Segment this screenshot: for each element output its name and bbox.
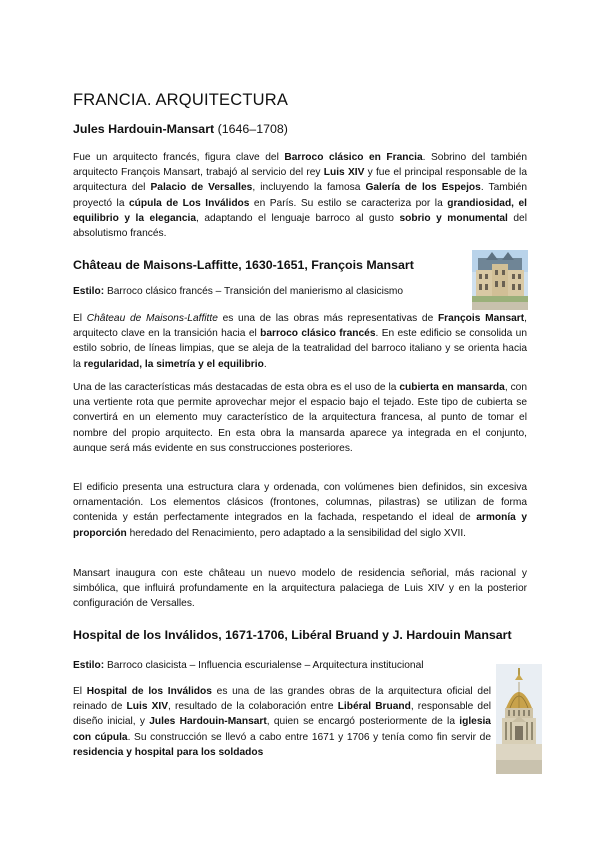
chateau-image-icon bbox=[472, 250, 528, 310]
paragraph-maisons-1: El Château de Maisons-Laffitte es una de las obras más representativas de François Mansart, arquitecto clave en la transición hacia el barroco clásico francés. En este edificio se consolida un estilo sobrio, de líneas limpias, que se aleja de la teatralidad del barroco italiano y se orienta hacia la regularidad, la simetría y el equilibrio. bbox=[73, 313, 527, 370]
section-heading-maisons-laffitte: Château de Maisons-Laffitte, 1630-1651, François Mansart bbox=[73, 258, 414, 272]
paragraph-invalidos-1: El Hospital de los Inválidos es una de las grandes obras de la arquitectura oficial del reinado de Luis XIV, resultado de la colaboración entre Libéral Bruand, responsable del diseño inicial, y Jules Hardouin-Mansart, quien se encargó posteriormente de la iglesia con cúpula. Su construcción se llevó a cabo entre 1671 y 1706 y tenía como fin servir de residencia y hospital para los soldados bbox=[73, 686, 492, 758]
invalidos-photo bbox=[496, 664, 542, 774]
paragraph-maisons-2: Una de las características más destacadas de esta obra es el uso de la cubierta en mansarda, con una vertiente rota que permite aprovechar mejor el espacio bajo el tejado. Este tipo de cubierta se convertirá en un elemento muy característico de la arquitectura francesa, al punto de tomar el nombre del propio arquitecto. En esta obra la mansarda aparece ya integrada en el conjunto, aunque será más evidente en sus construcciones posteriores. bbox=[73, 382, 528, 454]
section-heading-hardouin-mansart: Jules Hardouin-Mansart (1646–1708) bbox=[73, 122, 288, 136]
maisons-laffitte-photo bbox=[472, 250, 528, 310]
page-title: FRANCIA. ARQUITECTURA bbox=[73, 91, 289, 109]
paragraph-maisons-3: El edificio presenta una estructura clara y ordenada, con volúmenes bien definidos, sin excesiva ornamentación. Los elementos clásicos (frontones, columnas, pilastras) se utilizan de forma contenida y están perfectamente integrados en la fachada, respetando el ideal de armonía y proporción heredado del Renacimiento, pero adaptado a la sensibilidad del siglo XVII. bbox=[73, 482, 527, 539]
section-heading-invalidos: Hospital de los Inválidos, 1671-1706, Libéral Bruand y J. Hardouin Mansart bbox=[73, 628, 512, 642]
paragraph-hardouin-intro: Fue un arquitecto francés, figura clave del Barroco clásico en Francia. Sobrino del también arquitecto François Mansart, trabajó al servicio del rey Luis XIV y fue el principal responsable de la arquitectura del Palacio de Versalles, incluyendo la famosa Galería de los Espejos. También proyectó la cúpula de Los Inválidos en París. Su estilo se caracteriza por la grandiosidad, el equilibrio y la elegancia, adaptando el lenguaje barroco al gusto sobrio y monumental del absolutismo francés. bbox=[73, 152, 528, 240]
paragraph-maisons-4: Mansart inaugura con este château un nuevo modelo de residencia señorial, más racional y simbólica, que influirá profundamente en la arquitectura palaciega de Luis XIV y en la posterior configuración de Versalles. bbox=[73, 568, 527, 610]
style-line-maisons: Estilo: Barroco clásico francés – Transición del manierismo al clasicismo bbox=[73, 286, 404, 297]
style-line-invalidos: Estilo: Barroco clasicista – Influencia escurialense – Arquitectura institucional bbox=[73, 660, 424, 671]
dome-image-icon bbox=[496, 664, 542, 774]
